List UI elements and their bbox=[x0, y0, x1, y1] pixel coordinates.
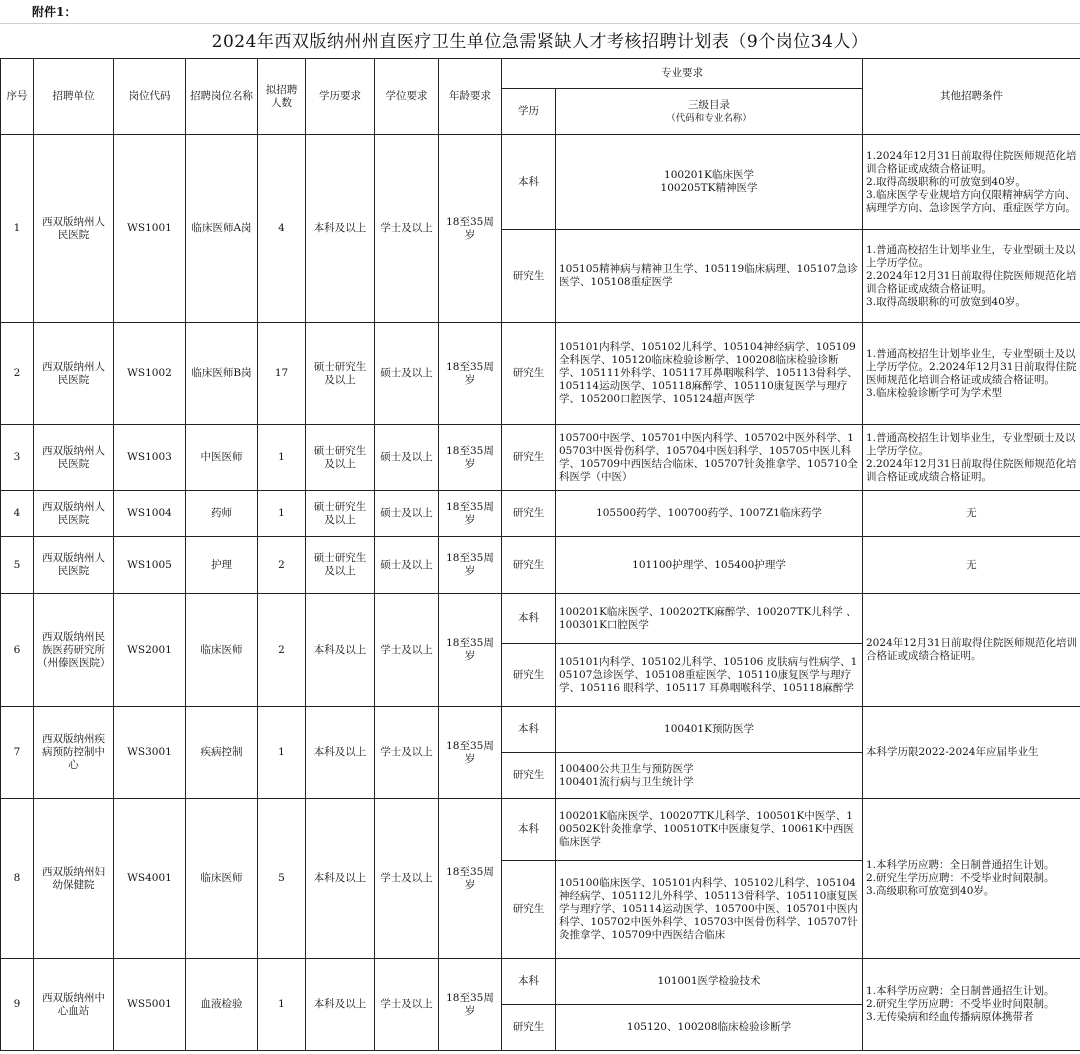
major-cell: 105101内科学、105102儿科学、105104神经病学、105109全科医学、105120临床检验诊断学、100208临床检验诊断学、105111外科学、105117耳鼻咽喉科学、105113骨科学、105114运动医学、105118麻醉学、105110康复医学与理疗学、105200口腔医学、105124超声医学 bbox=[556, 323, 863, 425]
table-row bbox=[1, 799, 1080, 861]
major-edu-cell: 研究生 bbox=[502, 323, 556, 425]
degree-cell: 学士及以上 bbox=[375, 707, 439, 799]
edu-cell: 硕士研究生及以上 bbox=[306, 491, 375, 537]
major-cell: 100400公共卫生与预防医学 100401流行病与卫生统计学 bbox=[556, 753, 863, 799]
header-major-edu: 学历 bbox=[502, 89, 556, 135]
table-row bbox=[1, 594, 1080, 644]
post-cell: 临床医师B岗 bbox=[186, 323, 258, 425]
table-row bbox=[1, 323, 1080, 425]
major-edu-cell: 研究生 bbox=[502, 753, 556, 799]
edu-cell: 本科及以上 bbox=[306, 707, 375, 799]
post-cell: 临床医师 bbox=[186, 594, 258, 707]
edu-cell: 本科及以上 bbox=[306, 135, 375, 323]
major-cell: 105101内科学、105102儿科学、105106 皮肤病与性病学、105107急诊医学、105108重症医学、105110康复医学与理疗学、105116 眼科学、105117 耳鼻咽喉科学、105118麻醉学 bbox=[556, 644, 863, 707]
post-cell: 血液检验 bbox=[186, 959, 258, 1051]
seq-cell: 1 bbox=[1, 135, 34, 323]
seq-cell: 3 bbox=[1, 425, 34, 491]
unit-cell: 西双版纳州中心血站 bbox=[34, 959, 114, 1051]
age-cell: 18至35周岁 bbox=[439, 799, 502, 959]
age-cell: 18至35周岁 bbox=[439, 135, 502, 323]
unit-cell: 西双版纳州疾病预防控制中心 bbox=[34, 707, 114, 799]
seq-cell: 5 bbox=[1, 537, 34, 594]
major-cell: 105500药学、100700药学、1007Z1临床药学 bbox=[556, 491, 863, 537]
header-other: 其他招聘条件 bbox=[863, 59, 1080, 135]
other-cell: 无 bbox=[863, 537, 1080, 594]
seq-cell: 8 bbox=[1, 799, 34, 959]
major-edu-cell: 本科 bbox=[502, 594, 556, 644]
age-cell: 18至35周岁 bbox=[439, 491, 502, 537]
other-cell: 1.本科学历应聘：全日制普通招生计划。 2.研究生学历应聘：不受毕业时间限制。 3.无传染病和经血传播病原体携带者 bbox=[863, 959, 1080, 1051]
age-cell: 18至35周岁 bbox=[439, 425, 502, 491]
degree-cell: 学士及以上 bbox=[375, 799, 439, 959]
major-edu-cell: 研究生 bbox=[502, 491, 556, 537]
other-cell: 1.本科学历应聘：全日制普通招生计划。 2.研究生学历应聘：不受毕业时间限制。 3.高级职称可放宽到40岁。 bbox=[863, 799, 1080, 959]
major-edu-cell: 研究生 bbox=[502, 537, 556, 594]
num-cell: 1 bbox=[258, 425, 306, 491]
major-edu-cell: 本科 bbox=[502, 135, 556, 230]
header-seq: 序号 bbox=[1, 59, 34, 135]
seq-cell: 7 bbox=[1, 707, 34, 799]
age-cell: 18至35周岁 bbox=[439, 537, 502, 594]
code-cell: WS2001 bbox=[114, 594, 186, 707]
header-unit: 招聘单位 bbox=[34, 59, 114, 135]
code-cell: WS1002 bbox=[114, 323, 186, 425]
table-row bbox=[1, 959, 1080, 1005]
other-cell: 1.普通高校招生计划毕业生，专业型硕士及以上学历学位。2.2024年12月31日前取得住院医师规范化培训合格证或成绩合格证明。 3.临床检验诊断学可为学术型 bbox=[863, 323, 1080, 425]
other-cell: 1.2024年12月31日前取得住院医师规范化培训合格证或成绩合格证明。 2.取得高级职称的可放宽到40岁。 3.临床医学专业规培方向仅限精神病学方向、病理学方向、急诊医学方向、重症医学方向。 bbox=[863, 135, 1080, 230]
num-cell: 4 bbox=[258, 135, 306, 323]
header-row bbox=[1, 59, 1080, 89]
post-cell: 护理 bbox=[186, 537, 258, 594]
code-cell: WS1003 bbox=[114, 425, 186, 491]
edu-cell: 硕士研究生及以上 bbox=[306, 537, 375, 594]
header-num: 拟招聘人数 bbox=[258, 59, 306, 135]
major-edu-cell: 研究生 bbox=[502, 230, 556, 323]
major-edu-cell: 研究生 bbox=[502, 425, 556, 491]
degree-cell: 硕士及以上 bbox=[375, 425, 439, 491]
post-cell: 临床医师 bbox=[186, 799, 258, 959]
code-cell: WS4001 bbox=[114, 799, 186, 959]
unit-cell: 西双版纳州人民医院 bbox=[34, 323, 114, 425]
degree-cell: 硕士及以上 bbox=[375, 537, 439, 594]
degree-cell: 硕士及以上 bbox=[375, 323, 439, 425]
code-cell: WS5001 bbox=[114, 959, 186, 1051]
seq-cell: 2 bbox=[1, 323, 34, 425]
num-cell: 2 bbox=[258, 537, 306, 594]
table-row bbox=[1, 425, 1080, 491]
age-cell: 18至35周岁 bbox=[439, 959, 502, 1051]
num-cell: 5 bbox=[258, 799, 306, 959]
header-post: 招聘岗位名称 bbox=[186, 59, 258, 135]
unit-cell: 西双版纳州妇幼保健院 bbox=[34, 799, 114, 959]
edu-cell: 硕士研究生及以上 bbox=[306, 323, 375, 425]
recruitment-table bbox=[0, 58, 1080, 1051]
post-cell: 中医医师 bbox=[186, 425, 258, 491]
post-cell: 药师 bbox=[186, 491, 258, 537]
major-edu-cell: 研究生 bbox=[502, 861, 556, 959]
table-row bbox=[1, 707, 1080, 753]
edu-cell: 本科及以上 bbox=[306, 799, 375, 959]
code-cell: WS3001 bbox=[114, 707, 186, 799]
num-cell: 1 bbox=[258, 707, 306, 799]
table-row bbox=[1, 135, 1080, 230]
major-cell: 105700中医学、105701中医内科学、105702中医外科学、105703中医骨伤科学、105704中医妇科学、105705中医儿科学、105709中西医结合临床、105707针灸推拿学、105710全科医学（中医） bbox=[556, 425, 863, 491]
header-major-dir-title: 三级目录 bbox=[688, 98, 730, 111]
annex-label: 附件1： bbox=[0, 0, 1080, 24]
header-age: 年龄要求 bbox=[439, 59, 502, 135]
degree-cell: 硕士及以上 bbox=[375, 491, 439, 537]
edu-cell: 本科及以上 bbox=[306, 594, 375, 707]
header-major-dir bbox=[556, 89, 863, 135]
degree-cell: 学士及以上 bbox=[375, 135, 439, 323]
degree-cell: 学士及以上 bbox=[375, 594, 439, 707]
age-cell: 18至35周岁 bbox=[439, 594, 502, 707]
other-cell: 无 bbox=[863, 491, 1080, 537]
major-cell: 100401K预防医学 bbox=[556, 707, 863, 753]
code-cell: WS1004 bbox=[114, 491, 186, 537]
header-major: 专业要求 bbox=[502, 59, 863, 89]
edu-cell: 本科及以上 bbox=[306, 959, 375, 1051]
unit-cell: 西双版纳州人民医院 bbox=[34, 135, 114, 323]
major-cell: 101001医学检验技术 bbox=[556, 959, 863, 1005]
major-cell: 105105精神病与精神卫生学、105119临床病理、105107急诊医学、105108重症医学 bbox=[556, 230, 863, 323]
header-degree: 学位要求 bbox=[375, 59, 439, 135]
major-cell: 105100临床医学、105101内科学、105102儿科学、105104神经病学、105112儿外科学、105113骨科学、105110康复医学与理疗学、105114运动医学、105700中医、105701中医内科学、105702中医外科学、105703中医骨伤科学、105707针灸推拿学、105709中西医结合临床 bbox=[556, 861, 863, 959]
table-row bbox=[1, 491, 1080, 537]
seq-cell: 6 bbox=[1, 594, 34, 707]
major-edu-cell: 研究生 bbox=[502, 644, 556, 707]
unit-cell: 西双版纳州人民医院 bbox=[34, 491, 114, 537]
other-cell: 2024年12月31日前取得住院医师规范化培训合格证或成绩合格证明。 bbox=[863, 594, 1080, 707]
major-cell: 105120、100208临床检验诊断学 bbox=[556, 1005, 863, 1051]
post-cell: 临床医师A岗 bbox=[186, 135, 258, 323]
edu-cell: 硕士研究生及以上 bbox=[306, 425, 375, 491]
header-edu: 学历要求 bbox=[306, 59, 375, 135]
unit-cell: 西双版纳州民族医药研究所（州傣医医院） bbox=[34, 594, 114, 707]
other-cell: 本科学历限2022-2024年应届毕业生 bbox=[863, 707, 1080, 799]
major-cell: 100201K临床医学 100205TK精神医学 bbox=[556, 135, 863, 230]
num-cell: 17 bbox=[258, 323, 306, 425]
code-cell: WS1005 bbox=[114, 537, 186, 594]
page-title: 2024年西双版纳州州直医疗卫生单位急需紧缺人才考核招聘计划表（9个岗位34人） bbox=[211, 32, 869, 52]
code-cell: WS1001 bbox=[114, 135, 186, 323]
major-edu-cell: 本科 bbox=[502, 707, 556, 753]
header-major-dir-sub: （代码和专业名称） bbox=[666, 112, 752, 124]
major-cell: 100201K临床医学、100207TK儿科学、100501K中医学、100502K针灸推拿学、100510TK中医康复学、10061K中西医临床医学 bbox=[556, 799, 863, 861]
major-edu-cell: 本科 bbox=[502, 799, 556, 861]
age-cell: 18至35周岁 bbox=[439, 707, 502, 799]
header-code: 岗位代码 bbox=[114, 59, 186, 135]
age-cell: 18至35周岁 bbox=[439, 323, 502, 425]
major-cell: 100201K临床医学、100202TK麻醉学、100207TK儿科学 、100301K口腔医学 bbox=[556, 594, 863, 644]
num-cell: 2 bbox=[258, 594, 306, 707]
num-cell: 1 bbox=[258, 959, 306, 1051]
major-edu-cell: 本科 bbox=[502, 959, 556, 1005]
unit-cell: 西双版纳州人民医院 bbox=[34, 425, 114, 491]
major-cell: 101100护理学、105400护理学 bbox=[556, 537, 863, 594]
major-edu-cell: 研究生 bbox=[502, 1005, 556, 1051]
seq-cell: 4 bbox=[1, 491, 34, 537]
other-cell: 1.普通高校招生计划毕业生，专业型硕士及以上学历学位。 2.2024年12月31日前取得住院医师规范化培训合格证或成绩合格证明。 3.取得高级职称的可放宽到40岁。 bbox=[863, 230, 1080, 323]
post-cell: 疾病控制 bbox=[186, 707, 258, 799]
seq-cell: 9 bbox=[1, 959, 34, 1051]
unit-cell: 西双版纳州人民医院 bbox=[34, 537, 114, 594]
table-row bbox=[1, 537, 1080, 594]
degree-cell: 学士及以上 bbox=[375, 959, 439, 1051]
num-cell: 1 bbox=[258, 491, 306, 537]
other-cell: 1.普通高校招生计划毕业生，专业型硕士及以上学历学位。 2.2024年12月31日前取得住院医师规范化培训合格证或成绩合格证明。 bbox=[863, 425, 1080, 491]
